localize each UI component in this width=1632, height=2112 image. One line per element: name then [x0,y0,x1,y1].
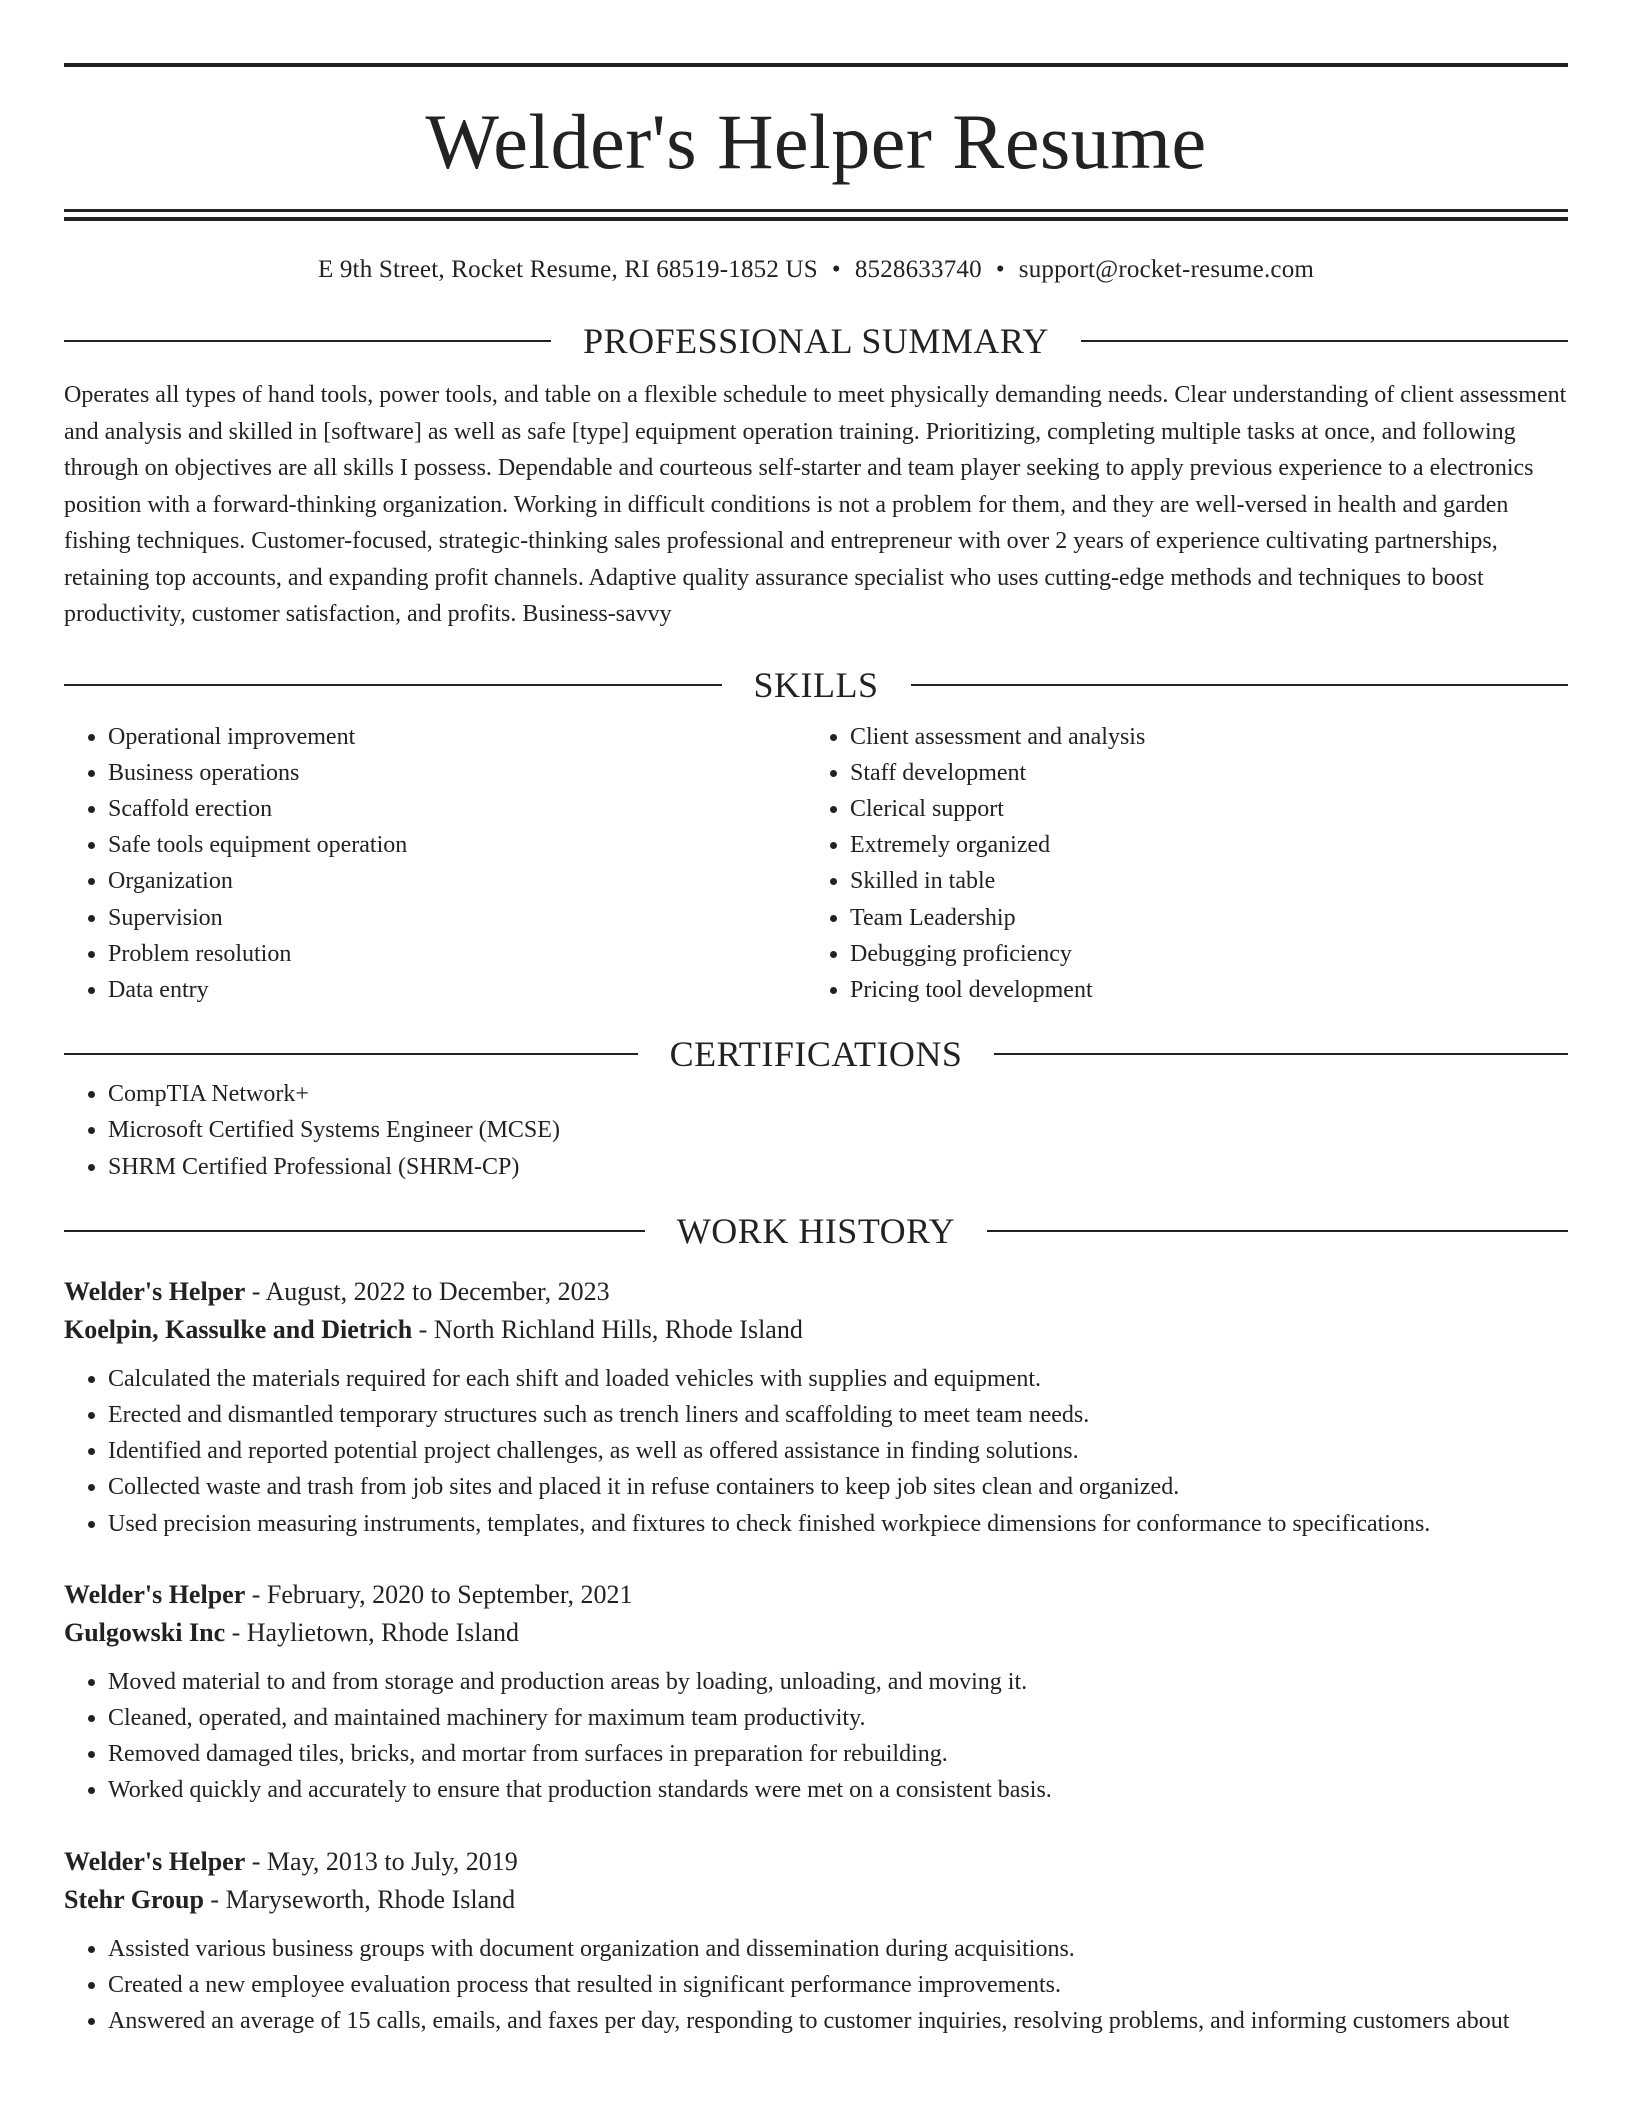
job-duty: • Calculated the materials required for each shift and loaded vehicles with supplies and equipment. [108,1361,1568,1397]
top-rule [64,63,1568,67]
section-title: CERTIFICATIONS [669,1034,963,1075]
job-dates: - August, 2022 to December, 2023 [245,1276,610,1306]
job-duty: • Cleaned, operated, and maintained machinery for maximum team productivity. [108,1700,1568,1736]
contact-line [64,255,1568,285]
skill-item: • Debugging proficiency [850,936,1568,972]
section-title: SKILLS [753,664,879,705]
title-double-rule [64,209,1568,221]
certification-item: • Microsoft Certified Systems Engineer (MCSE) [108,1112,1568,1148]
skill-item: • Staff development [850,755,1568,791]
section-title: PROFESSIONAL SUMMARY [583,321,1049,361]
skill-item: • Safe tools equipment operation [108,827,806,863]
divider [64,1230,645,1232]
job-duty: • Used precision measuring instruments, templates, and fixtures to check finished workpiece dimensions for conformance to specifications. [108,1506,1568,1542]
skill-item: • Business operations [108,755,806,791]
job-duty: • Assisted various business groups with document organization and dissemination during acquisitions. [108,1931,1568,1967]
divider [64,340,551,342]
skills-column-left [64,719,806,1009]
job-duty: • Removed damaged tiles, bricks, and mortar from surfaces in preparation for rebuilding. [108,1736,1568,1772]
section-title: WORK HISTORY [676,1210,956,1251]
job-title-line [64,1273,1568,1311]
skill-item: • Clerical support [850,791,1568,827]
certification-item: • CompTIA Network+ [108,1076,1568,1112]
job-duty: • Collected waste and trash from job sites and placed it in refuse containers to keep job sites clean and organized. [108,1469,1568,1505]
divider [64,684,722,686]
job-duty: • Created a new employee evaluation process that resulted in significant performance improvements. [108,1967,1568,2003]
job-title-line [64,1843,1568,1881]
section-heading-skills [64,663,1568,707]
job-duty: • Moved material to and from storage and production areas by loading, unloading, and moving it. [108,1664,1568,1700]
job-title: Welder's Helper [64,1276,246,1306]
skill-item: • Scaffold erection [108,791,806,827]
certification-item: • SHRM Certified Professional (SHRM-CP) [108,1149,1568,1185]
job-company: Stehr Group [64,1884,204,1914]
skill-item: • Client assessment and analysis [850,719,1568,755]
section-heading-work-history [64,1209,1568,1253]
job-company-line [64,1881,1568,1919]
contact-separator: • [995,256,1005,283]
job-entry [64,1576,1568,1809]
resume-title: Welder's Helper Resume [425,98,1207,185]
section-heading-summary [64,319,1568,363]
job-duty: • Identified and reported potential project challenges, as well as offered assistance in finding solutions. [108,1433,1568,1469]
job-company-line [64,1311,1568,1349]
job-duty: • Erected and dismantled temporary structures such as trench liners and scaffolding to meet team needs. [108,1397,1568,1433]
summary-text: Operates all types of hand tools, power tools, and table on a flexible schedule to meet physically demanding needs. Clear understanding of client assessment and analysis and skilled in [software] as well as safe [type] equipment operation training. Prioritizing, completing multiple tasks at once, and following through on objectives are all skills I possess. Dependable and courteous self-starter and team player seeking to apply previous experience to a electronics position with a forward-thinking organization. Working in difficult conditions is not a problem for them, and they are well-versed in health and garden fishing techniques. Customer-focused, strategic-thinking sales professional and entrepreneur with over 2 years of experience cultivating partnerships, retaining top accounts, and expanding profit channels. Adaptive quality assurance specialist who uses cutting-edge methods and techniques to boost productivity, customer satisfaction, and profits. Business-savvy [64,382,1567,627]
skill-item: • Data entry [108,972,806,1008]
job-company: Koelpin, Kassulke and Dietrich [64,1314,413,1344]
certifications-list [64,1076,1568,1185]
divider [911,684,1569,686]
skill-item: • Pricing tool development [850,972,1568,1008]
job-duties [64,1664,1568,1809]
job-duties [64,1361,1568,1542]
job-location: - Haylietown, Rhode Island [225,1617,519,1647]
job-dates: - February, 2020 to September, 2021 [245,1579,633,1609]
job-title-line [64,1576,1568,1614]
skill-item: • Problem resolution [108,936,806,972]
job-duty: • Worked quickly and accurately to ensure that production standards were met on a consistent basis. [108,1772,1568,1808]
skills-grid [64,719,1568,1009]
skills-column-right [806,719,1568,1009]
divider [1081,340,1568,342]
job-duties [64,1931,1568,2040]
skill-item: • Team Leadership [850,900,1568,936]
skill-item: • Operational improvement [108,719,806,755]
contact-address: E 9th Street, Rocket Resume, RI 68519-1852 US [317,256,818,283]
job-location: - Maryseworth, Rhode Island [203,1884,516,1914]
section-heading-certifications [64,1032,1568,1076]
job-company-line [64,1614,1568,1652]
job-dates: - May, 2013 to July, 2019 [245,1846,518,1876]
divider [987,1230,1568,1232]
job-location: - North Richland Hills, Rhode Island [412,1314,803,1344]
divider [64,1053,638,1055]
skill-item: • Supervision [108,900,806,936]
contact-phone: 8528633740 [854,256,982,283]
job-company: Gulgowski Inc [64,1617,226,1647]
divider [994,1053,1568,1055]
contact-email: support@rocket-resume.com [1018,256,1315,283]
job-title: Welder's Helper [64,1846,246,1876]
job-entry [64,1273,1568,1542]
job-entry [64,1843,1568,2040]
skill-item: • Extremely organized [850,827,1568,863]
skill-item: • Skilled in table [850,863,1568,899]
skill-item: • Organization [108,863,806,899]
contact-separator: • [831,256,841,283]
resume-page [64,0,1568,2039]
job-duty: • Answered an average of 15 calls, emails, and faxes per day, responding to customer inquiries, resolving problems, and informing customers about [108,2003,1568,2039]
job-title: Welder's Helper [64,1579,246,1609]
